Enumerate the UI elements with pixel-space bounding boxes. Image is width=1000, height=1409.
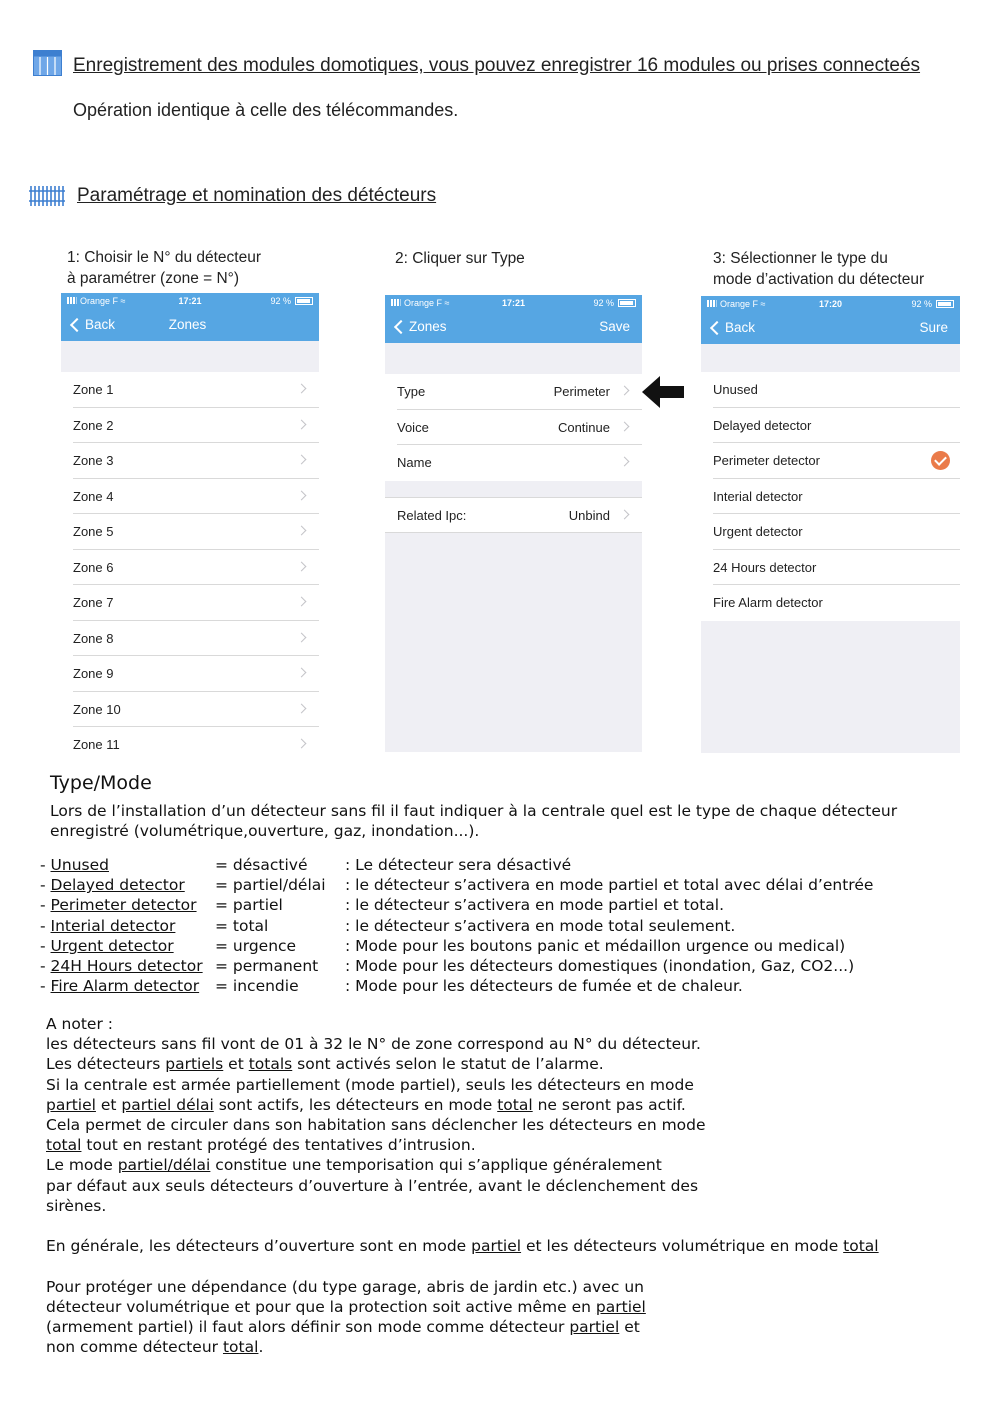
- phone-zones-screen: [61, 293, 319, 755]
- detector-option[interactable]: Urgent detector: [701, 514, 960, 550]
- wifi-icon: ≈: [444, 298, 450, 308]
- step1-caption: 1: Choisir le N° du détecteur à paramétrer (zone = N°): [67, 249, 262, 287]
- chevron-right-icon: [620, 421, 630, 431]
- zone-settings-list: [385, 374, 642, 481]
- zone-row[interactable]: Zone 9: [61, 656, 319, 692]
- modules-icon: [33, 50, 62, 76]
- checkmark-icon: [931, 451, 950, 470]
- detector-option[interactable]: Unused: [701, 372, 960, 408]
- name-row[interactable]: Name: [385, 445, 642, 481]
- nav-title: Zones: [168, 317, 207, 332]
- typemode-intro: Lors de l’installation d’un détecteur sans fil il faut indiquer à la centrale quel est le type de chaque détecteur enregistré (volumétrique,ouverture, gaz, inondation...).: [50, 802, 898, 841]
- zone-row[interactable]: Zone 8: [61, 621, 319, 657]
- chevron-right-icon: [620, 509, 630, 519]
- detector-option[interactable]: Perimeter detector: [701, 443, 960, 479]
- step2-caption: 2: Cliquer sur Type: [395, 250, 525, 267]
- wifi-icon: ≈: [760, 299, 766, 309]
- section-subtitle-modules: Opération identique à celle des télécommandes.: [73, 100, 459, 120]
- chevron-right-icon: [620, 457, 630, 467]
- chevron-right-icon: [620, 386, 630, 396]
- chevron-right-icon: [297, 455, 307, 465]
- list-header-gap: [385, 343, 642, 374]
- zone-row[interactable]: Zone 4: [61, 479, 319, 515]
- zone-row[interactable]: Zone 10: [61, 692, 319, 728]
- voice-row[interactable]: Voice Continue: [385, 410, 642, 446]
- signal-icon: [67, 297, 77, 304]
- phone-zone-detail-screen: [385, 295, 642, 752]
- navbar: [701, 296, 960, 344]
- signal-icon: [391, 299, 401, 306]
- detector-option[interactable]: Interial detector: [701, 479, 960, 515]
- list-header-gap: [701, 344, 960, 372]
- battery-icon: [936, 300, 954, 308]
- section-title-detectors: Paramétrage et nomination des détécteurs: [77, 185, 437, 206]
- section-title-modules: Enregistrement des modules domotiques, vous pouvez enregistrer 16 modules ou prises connecteés: [73, 55, 921, 76]
- detector-option[interactable]: Fire Alarm detector: [701, 585, 960, 621]
- zone-row[interactable]: Zone 5: [61, 514, 319, 550]
- detectors-icon: [29, 184, 65, 208]
- chevron-right-icon: [297, 668, 307, 678]
- sure-button[interactable]: Sure: [919, 320, 948, 335]
- chevron-right-icon: [297, 703, 307, 713]
- back-button[interactable]: Back: [709, 320, 755, 335]
- chevron-right-icon: [297, 490, 307, 500]
- navbar: [385, 295, 642, 343]
- battery-icon: [295, 297, 313, 305]
- chevron-right-icon: [297, 739, 307, 749]
- detector-option[interactable]: Delayed detector: [701, 408, 960, 444]
- chevron-right-icon: [297, 384, 307, 394]
- detector-type-list: [701, 372, 960, 621]
- zone-row[interactable]: Zone 11: [61, 727, 319, 755]
- phone-detector-type-screen: [701, 296, 960, 753]
- wifi-icon: ≈: [120, 296, 126, 306]
- status-bar: Orange F ≈ 17:21 92 %: [61, 293, 319, 309]
- zone-row[interactable]: Zone 1: [61, 372, 319, 408]
- arrow-left-icon: [642, 374, 684, 410]
- chevron-left-icon: [710, 320, 724, 334]
- battery-icon: [618, 299, 636, 307]
- related-ipc-row[interactable]: Related Ipc: Unbind: [385, 498, 642, 532]
- step3-caption: 3: Sélectionner le type du mode d’activation du détecteur: [713, 250, 925, 288]
- status-bar: Orange F ≈ 17:20 92 %: [701, 296, 960, 312]
- zone-row[interactable]: Zone 3: [61, 443, 319, 479]
- status-bar: Orange F ≈ 17:21 92 %: [385, 295, 642, 311]
- back-button[interactable]: Zones: [393, 319, 447, 334]
- zone-row[interactable]: Zone 6: [61, 550, 319, 586]
- signal-icon: [707, 300, 717, 307]
- chevron-left-icon: [394, 319, 408, 333]
- chevron-right-icon: [297, 526, 307, 536]
- back-button[interactable]: Back: [69, 317, 115, 332]
- chevron-right-icon: [297, 419, 307, 429]
- typemode-heading: Type/Mode: [50, 772, 152, 794]
- type-row[interactable]: Type Perimeter: [385, 374, 642, 410]
- chevron-right-icon: [297, 632, 307, 642]
- detector-option[interactable]: 24 Hours detector: [701, 550, 960, 586]
- related-ipc-list: [385, 497, 642, 533]
- zone-row[interactable]: Zone 2: [61, 408, 319, 444]
- chevron-right-icon: [297, 561, 307, 571]
- notes-block: A noter : les détecteurs sans fil vont de 01 à 32 le N° de zone correspond au N° du détecteur. Les détecteurs partiels et totals sont activés selon le statut de l’alarme. Si la centrale est armée partiellement (mode partiel), seuls les détecteurs en mode partiel et partiel délai sont actifs, les détecteurs en mode total ne seront pas actif. Cela permet de circuler dans son habitation sans déclencher les détecteurs en mode total tout en restant protégé des tentatives d’intrusion. Le mode partiel/délai constitue une temporisation qui s’applique généralement par défaut aux seuls détecteurs d’ouverture à l’entrée, avant le déclenchement des sirènes. En générale, les détecteurs d’ouverture sont en mode partiel et les détecteurs volumétrique en mode total Pour protéger une dépendance (du type garage, abris de jardin etc.) avec un détecteur volumétrique et pour que la protection soit active même en partiel (armement partiel) il faut alors définir son mode comme détecteur partiel et non comme détecteur total.: [46, 1015, 879, 1357]
- zones-list: [61, 372, 319, 755]
- zone-row[interactable]: Zone 7: [61, 585, 319, 621]
- save-button[interactable]: Save: [599, 319, 630, 334]
- list-header-gap: [61, 341, 319, 372]
- chevron-right-icon: [297, 597, 307, 607]
- navbar: [61, 293, 319, 341]
